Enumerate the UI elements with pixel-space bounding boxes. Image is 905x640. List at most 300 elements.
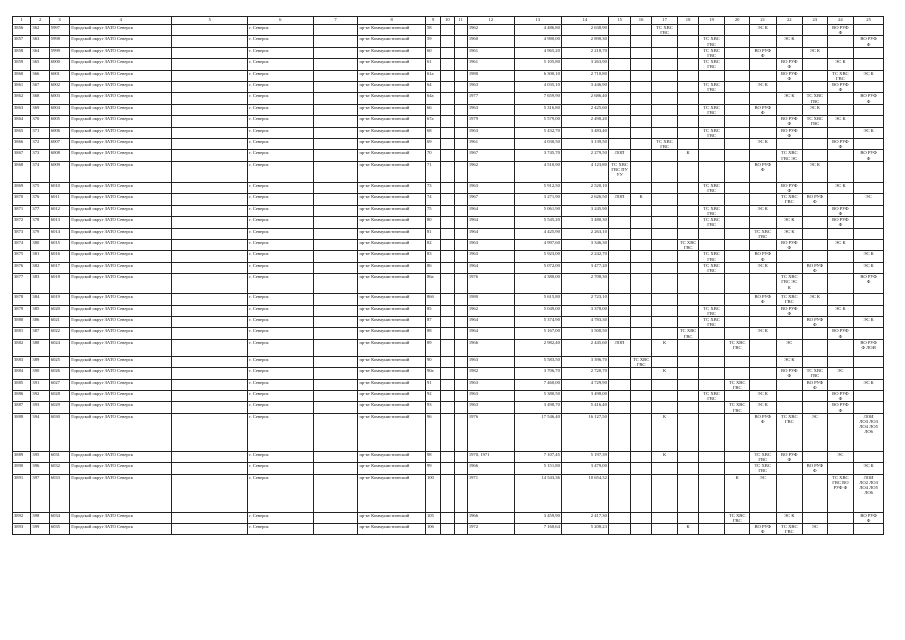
table-cell-col-5 [172,328,248,339]
table-row [13,93,884,104]
table-cell-col-11 [454,356,467,367]
table-cell-col-17 [651,524,678,535]
table-cell-col-16 [631,402,651,413]
table-cell-col-11 [454,82,467,93]
table-cell-col-10 [441,161,454,182]
table-cell-col-24 [827,47,854,58]
table-cell-col-9: 70 [425,150,440,161]
table-cell-col-5 [172,217,248,228]
table-row [13,205,884,216]
table-cell-col-24: ЭС К [827,116,854,127]
table-cell-col-12: 1961 [467,59,514,70]
table-row [13,150,884,161]
table-cell-col-1: 3870 [13,194,31,205]
table-cell-col-10 [441,93,454,104]
table-cell-col-9: 86а [425,274,440,294]
table-cell-col-21 [749,305,776,316]
table-cell-col-20 [725,127,750,138]
table-cell-col-25 [854,356,884,367]
table-row [13,25,884,36]
table-cell-col-24 [827,356,854,367]
table-cell-col-20: ТС ХВС ГВС [725,379,750,390]
table-cell-col-19: ТС ХВС ГВС [698,104,725,115]
table-cell-col-15 [608,47,630,58]
table-cell-col-13: 5 167,00 [514,328,561,339]
table-cell-col-4: Городской округ ЗАТО Северск [70,328,172,339]
table-cell-col-15 [608,413,630,451]
column-header-21: 21 [749,17,776,25]
table-cell-col-7 [313,451,358,462]
table-cell-col-17 [651,328,678,339]
table-cell-col-3: 6002 [49,82,69,93]
column-header-2: 2 [31,17,49,25]
table-cell-col-9: 86б [425,294,440,305]
table-cell-col-13: 5 583,50 [514,356,561,367]
table-cell-col-23 [803,217,828,228]
table-cell-col-16 [631,127,651,138]
table-cell-col-23 [803,150,828,161]
table-cell-col-18 [678,116,698,127]
table-row [13,368,884,379]
table-cell-col-17: К [651,339,678,356]
table-cell-col-21: ЭС К [749,139,776,150]
table-cell-col-14: 3 446,90 [561,82,608,93]
table-cell-col-12: 1964 [467,205,514,216]
table-cell-col-18 [678,161,698,182]
table-cell-col-24 [827,294,854,305]
table-cell-col-12: 1980 [467,294,514,305]
table-cell-col-23 [803,512,828,523]
table-cell-col-1: 3869 [13,182,31,193]
table-cell-col-22 [776,161,803,182]
housing-register-table [12,16,884,535]
table-cell-col-14: 2 242,70 [561,251,608,262]
table-cell-col-7 [313,217,358,228]
table-cell-col-14: 3 480,30 [561,217,608,228]
table-cell-col-25: ЛОИ ЛОЗ ЛОЗ ЛО4 ЛО5 ЛО6 [854,413,884,451]
table-cell-col-14: 3 479,00 [561,463,608,474]
table-cell-col-13: 7 160,64 [514,524,561,535]
table-cell-col-16 [631,474,651,512]
table-cell-col-3: 6025 [49,356,69,367]
table-cell-col-14: 3 346,30 [561,239,608,250]
table-cell-col-21 [749,70,776,81]
table-cell-col-5 [172,25,248,36]
table-cell-col-22: ТС ХВС ГВС [776,194,803,205]
table-cell-col-24 [827,93,854,104]
table-cell-col-6: г. Северск [248,390,313,401]
table-cell-col-11 [454,328,467,339]
table-cell-col-7 [313,316,358,327]
table-cell-col-12: 1964 [467,217,514,228]
table-cell-col-4: Городской округ ЗАТО Северск [70,512,172,523]
table-cell-col-2: 395 [31,451,49,462]
table-cell-col-10 [441,294,454,305]
table-cell-col-12: 1979 [467,116,514,127]
column-header-7: 7 [313,17,358,25]
table-cell-col-4: Городской округ ЗАТО Северск [70,139,172,150]
table-cell-col-16 [631,205,651,216]
table-cell-col-24: ВО РУФ Ф [827,25,854,36]
table-cell-col-21 [749,182,776,193]
table-cell-col-13: 7 659,90 [514,93,561,104]
column-header-24: 24 [827,17,854,25]
table-cell-col-9: 98 [425,451,440,462]
table-cell-col-21 [749,116,776,127]
table-cell-col-11 [454,294,467,305]
table-cell-col-8: пр-кт Коммунистический [358,70,425,81]
table-cell-col-24: ЭС К [827,59,854,70]
column-header-22: 22 [776,17,803,25]
table-cell-col-15 [608,127,630,138]
table-cell-col-2: 363 [31,36,49,47]
table-cell-col-8: пр-кт Коммунистический [358,368,425,379]
table-cell-col-11 [454,474,467,512]
table-cell-col-8: пр-кт Коммунистический [358,47,425,58]
table-cell-col-14: 2 279,50 [561,150,608,161]
table-cell-col-11 [454,524,467,535]
table-cell-col-2: 394 [31,413,49,451]
table-cell-col-23 [803,82,828,93]
table-cell-col-21 [749,512,776,523]
table-cell-col-24: ЭС К [827,182,854,193]
table-cell-col-8: пр-кт Коммунистический [358,262,425,273]
table-cell-col-21: ЭС К [749,25,776,36]
table-cell-col-6: г. Северск [248,25,313,36]
table-cell-col-18 [678,59,698,70]
table-cell-col-22 [776,205,803,216]
column-header-11: 11 [454,17,467,25]
table-cell-col-1: 3880 [13,316,31,327]
table-cell-col-23 [803,70,828,81]
table-cell-col-15 [608,182,630,193]
table-cell-col-12: 1961 [467,139,514,150]
table-cell-col-4: Городской округ ЗАТО Северск [70,316,172,327]
table-cell-col-3: 6020 [49,305,69,316]
table-cell-col-19 [698,512,725,523]
table-cell-col-24 [827,463,854,474]
table-cell-col-25 [854,47,884,58]
table-cell-col-19 [698,368,725,379]
table-cell-col-19 [698,194,725,205]
table-cell-col-12: 1961 [467,47,514,58]
table-cell-col-12: 1962 [467,25,514,36]
table-cell-col-3: 6024 [49,339,69,356]
table-cell-col-6: г. Северск [248,305,313,316]
table-cell-col-18 [678,127,698,138]
table-cell-col-8: пр-кт Коммунистический [358,139,425,150]
table-cell-col-11 [454,262,467,273]
table-cell-col-1: 3888 [13,413,31,451]
table-cell-col-9: 80 [425,217,440,228]
table-cell-col-16 [631,36,651,47]
table-cell-col-7 [313,356,358,367]
table-cell-col-12: 1963 [467,127,514,138]
column-header-16: 16 [631,17,651,25]
table-cell-col-17 [651,251,678,262]
table-cell-col-17 [651,356,678,367]
table-cell-col-21: ЭС К [749,328,776,339]
table-cell-col-12: 1964 [467,228,514,239]
table-cell-col-20 [725,182,750,193]
table-cell-col-9: 82 [425,239,440,250]
table-cell-col-11 [454,512,467,523]
table-cell-col-19 [698,294,725,305]
table-cell-col-11 [454,402,467,413]
table-cell-col-8: пр-кт Коммунистический [358,82,425,93]
table-cell-col-6: г. Северск [248,150,313,161]
table-cell-col-3: 5999 [49,47,69,58]
table-cell-col-19 [698,139,725,150]
table-cell-col-25: ЭС К [854,127,884,138]
table-cell-col-8: пр-кт Коммунистический [358,194,425,205]
table-cell-col-14: 4 123,80 [561,161,608,182]
table-cell-col-24 [827,161,854,182]
table-cell-col-12: 1966 [467,463,514,474]
table-cell-col-11 [454,116,467,127]
table-row [13,294,884,305]
table-cell-col-22 [776,262,803,273]
table-cell-col-5 [172,150,248,161]
table-cell-col-8: пр-кт Коммунистический [358,239,425,250]
table-cell-col-3: 6003 [49,93,69,104]
table-cell-col-12: 1963 [467,239,514,250]
table-cell-col-16 [631,70,651,81]
table-cell-col-22: ЭС К [776,217,803,228]
table-cell-col-4: Городской округ ЗАТО Северск [70,150,172,161]
table-cell-col-5 [172,463,248,474]
table-cell-col-9: 87 [425,316,440,327]
table-cell-col-20 [725,251,750,262]
table-cell-col-14: 2 490,20 [561,116,608,127]
table-cell-col-17 [651,182,678,193]
table-cell-col-2: 399 [31,524,49,535]
column-header-1: 1 [13,17,31,25]
table-cell-col-22: ТС ХВС ГВС ЭС К [776,274,803,294]
table-cell-col-2: 391 [31,379,49,390]
table-cell-col-7 [313,104,358,115]
table-row [13,194,884,205]
table-cell-col-17 [651,379,678,390]
table-cell-col-18 [678,368,698,379]
table-cell-col-20 [725,262,750,273]
column-header-12: 12 [467,17,514,25]
table-cell-col-7 [313,82,358,93]
table-cell-col-9: 88 [425,328,440,339]
table-cell-col-6: г. Северск [248,524,313,535]
table-cell-col-20 [725,328,750,339]
table-cell-col-15 [608,305,630,316]
table-cell-col-10 [441,127,454,138]
table-cell-col-22: ВО РУФ Ф [776,116,803,127]
table-cell-col-17 [651,274,678,294]
table-cell-col-23 [803,451,828,462]
table-cell-col-25 [854,217,884,228]
table-cell-col-14: 2 686,40 [561,93,608,104]
table-cell-col-22 [776,47,803,58]
table-cell-col-14: 3 483,40 [561,127,608,138]
table-cell-col-2: 368 [31,93,49,104]
table-cell-col-6: г. Северск [248,228,313,239]
table-cell-col-3: 6027 [49,379,69,390]
table-cell-col-21: ТС ХВС ГВС [749,463,776,474]
table-cell-col-19 [698,524,725,535]
table-cell-col-1: 3891 [13,474,31,512]
table-cell-col-2: 373 [31,150,49,161]
table-cell-col-12: 1980 [467,70,514,81]
table-cell-col-14: 2 710,80 [561,70,608,81]
table-cell-col-1: 3890 [13,463,31,474]
table-cell-col-17 [651,217,678,228]
table-cell-col-19: ТС ХВС ГВС [698,182,725,193]
table-cell-col-23 [803,390,828,401]
table-cell-col-5 [172,70,248,81]
column-header-19: 19 [698,17,725,25]
table-cell-col-11 [454,139,467,150]
table-cell-col-12: 1963 [467,402,514,413]
table-cell-col-21: ЭС К [749,205,776,216]
table-cell-col-13: 7 107,45 [514,451,561,462]
table-cell-col-12: 1976 [467,413,514,451]
table-cell-col-7 [313,93,358,104]
table-cell-col-3: 5997 [49,25,69,36]
table-row [13,512,884,523]
table-cell-col-19: ТС ХВС ГВС [698,36,725,47]
table-cell-col-4: Городской округ ЗАТО Северск [70,228,172,239]
table-cell-col-15 [608,274,630,294]
table-cell-col-3: 6012 [49,205,69,216]
table-cell-col-16 [631,116,651,127]
table-cell-col-1: 3887 [13,402,31,413]
table-cell-col-3: 6029 [49,402,69,413]
table-cell-col-23: ЭС К [803,104,828,115]
table-cell-col-18 [678,205,698,216]
table-cell-col-9: 67а [425,116,440,127]
table-cell-col-20 [725,368,750,379]
table-cell-col-18 [678,512,698,523]
table-cell-col-7 [313,150,358,161]
table-cell-col-18 [678,228,698,239]
table-cell-col-10 [441,413,454,451]
table-row [13,182,884,193]
table-cell-col-15 [608,368,630,379]
table-cell-col-19 [698,379,725,390]
column-header-9: 9 [425,17,440,25]
table-cell-col-11 [454,205,467,216]
table-cell-col-21 [749,274,776,294]
table-cell-col-9: 59 [425,36,440,47]
table-cell-col-25: ЭС К [854,262,884,273]
table-cell-col-19 [698,25,725,36]
table-cell-col-18 [678,251,698,262]
table-cell-col-2: 396 [31,463,49,474]
table-cell-col-17 [651,150,678,161]
table-cell-col-8: пр-кт Коммунистический [358,274,425,294]
table-cell-col-13: 4 510,90 [514,161,561,182]
table-cell-col-4: Городской округ ЗАТО Северск [70,262,172,273]
table-cell-col-4: Городской округ ЗАТО Северск [70,59,172,70]
column-header-13: 13 [514,17,561,25]
table-cell-col-22 [776,402,803,413]
table-cell-col-14: 3 245,90 [561,205,608,216]
table-cell-col-24 [827,339,854,356]
table-cell-col-4: Городской округ ЗАТО Северск [70,368,172,379]
table-cell-col-24 [827,262,854,273]
column-header-20: 20 [725,17,750,25]
table-cell-col-12: 1966 [467,512,514,523]
table-cell-col-4: Городской округ ЗАТО Северск [70,82,172,93]
table-cell-col-1: 3858 [13,47,31,58]
table-cell-col-12: 1967 [467,194,514,205]
table-cell-col-20 [725,228,750,239]
table-cell-col-7 [313,194,358,205]
table-cell-col-10 [441,251,454,262]
table-cell-col-9: 86 [425,262,440,273]
table-cell-col-7 [313,70,358,81]
table-cell-col-14: 3 378,00 [561,305,608,316]
table-cell-col-19 [698,328,725,339]
table-cell-col-19: ТС ХВС ГВС [698,82,725,93]
table-cell-col-23 [803,139,828,150]
table-cell-col-18: К [678,524,698,535]
table-cell-col-12: 1964 [467,262,514,273]
table-cell-col-25: ВО РУФ Ф [854,274,884,294]
table-cell-col-14: 2 218,70 [561,47,608,58]
table-cell-col-1: 3865 [13,127,31,138]
table-cell-col-23: ЭС К [803,161,828,182]
table-cell-col-17 [651,474,678,512]
table-cell-col-15 [608,139,630,150]
table-cell-col-12: 1972 [467,524,514,535]
table-cell-col-15 [608,36,630,47]
table-cell-col-13: 14 543,36 [514,474,561,512]
table-cell-col-15 [608,104,630,115]
table-cell-col-24: ВО РУФ Ф [827,328,854,339]
table-cell-col-16 [631,524,651,535]
table-cell-col-9: 92 [425,390,440,401]
table-cell-col-23 [803,239,828,250]
table-cell-col-12: 1962 [467,305,514,316]
table-cell-col-9: 64а [425,93,440,104]
table-cell-col-3: 6001 [49,70,69,81]
table-cell-col-9: 83 [425,251,440,262]
table-cell-col-3: 6007 [49,139,69,150]
table-cell-col-4: Городской округ ЗАТО Северск [70,251,172,262]
table-cell-col-8: пр-кт Коммунистический [358,390,425,401]
table-cell-col-11 [454,239,467,250]
table-cell-col-2: 365 [31,59,49,70]
table-cell-col-21: ВО РУФ Ф [749,47,776,58]
table-cell-col-7 [313,274,358,294]
table-cell-col-1: 3879 [13,305,31,316]
table-cell-col-19 [698,150,725,161]
table-cell-col-6: г. Северск [248,194,313,205]
table-cell-col-11 [454,339,467,356]
table-cell-col-11 [454,274,467,294]
table-cell-col-9: 91 [425,379,440,390]
table-cell-col-17 [651,93,678,104]
table-cell-col-7 [313,127,358,138]
table-cell-col-17 [651,127,678,138]
table-cell-col-17: ТС ХВС ГВС [651,139,678,150]
table-cell-col-13: 5 579,00 [514,116,561,127]
table-cell-col-2: 398 [31,512,49,523]
table-cell-col-7 [313,524,358,535]
table-cell-col-4: Городской округ ЗАТО Северск [70,390,172,401]
table-cell-col-10 [441,205,454,216]
table-cell-col-3: 6000 [49,59,69,70]
table-cell-col-8: пр-кт Коммунистический [358,251,425,262]
